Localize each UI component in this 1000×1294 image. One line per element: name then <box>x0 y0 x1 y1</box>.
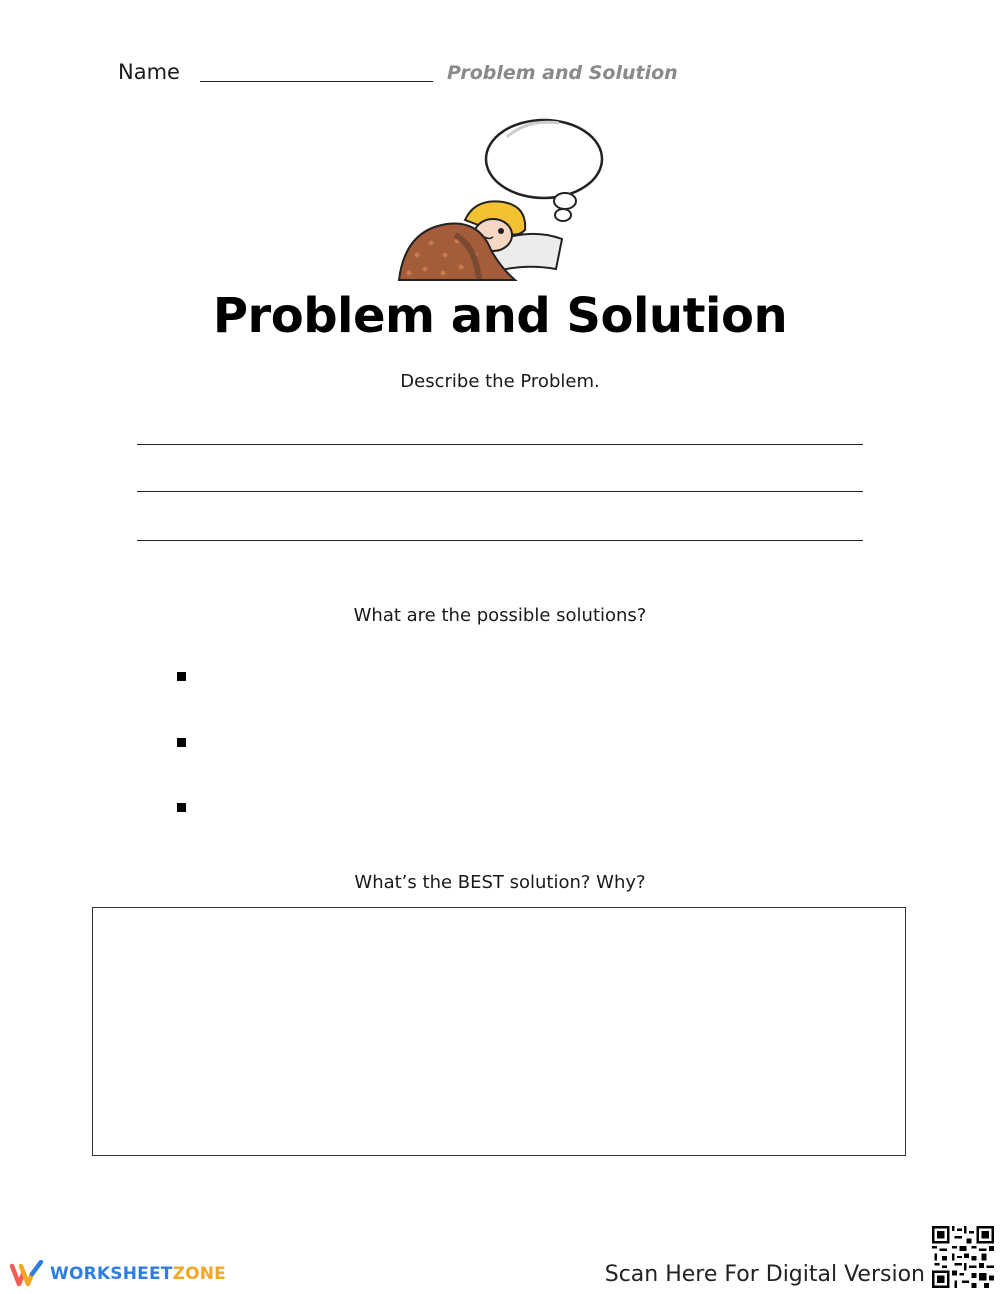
best-solution-answer-box[interactable] <box>92 907 906 1156</box>
worksheetzone-logo-icon <box>10 1260 44 1288</box>
problem-answer-line-1[interactable] <box>137 444 863 445</box>
page-title: Problem and Solution <box>212 288 788 344</box>
scan-instruction: Scan Here For Digital Version <box>604 1262 925 1287</box>
logo-text-worksheet: WORKSHEET <box>50 1264 173 1284</box>
solution-bullet-3 <box>177 803 186 812</box>
worksheetzone-logo[interactable] <box>10 1258 226 1290</box>
problem-answer-line-3[interactable] <box>137 540 863 541</box>
name-field-line[interactable] <box>200 81 433 82</box>
sleeping-girl-thinking-illustration <box>395 115 610 290</box>
best-solution-prompt: What’s the BEST solution? Why? <box>354 872 646 893</box>
solution-bullet-1 <box>177 672 186 681</box>
problem-prompt: Describe the Problem. <box>400 371 600 392</box>
problem-answer-line-2[interactable] <box>137 491 863 492</box>
name-label: Name <box>118 60 180 84</box>
qr-code-icon[interactable] <box>932 1226 994 1288</box>
header-title: Problem and Solution <box>447 62 678 84</box>
solutions-prompt: What are the possible solutions? <box>353 605 647 626</box>
solution-bullet-2 <box>177 738 186 747</box>
logo-text-zone: ZONE <box>172 1264 226 1284</box>
